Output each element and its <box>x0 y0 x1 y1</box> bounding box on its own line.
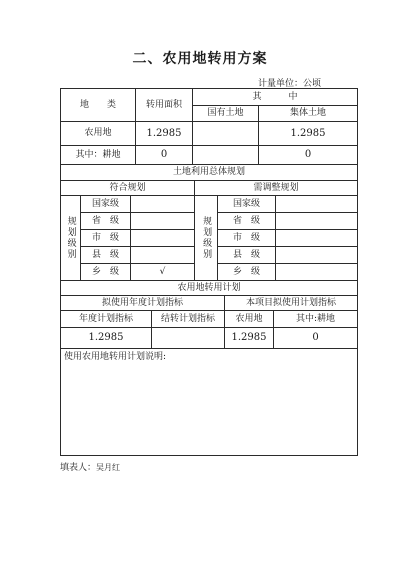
row-cultivated-collective: 0 <box>258 145 358 165</box>
value-annual-quota: 1.2985 <box>60 327 152 349</box>
row-agricultural-area: 1.2985 <box>135 121 193 146</box>
adjust-level-township: 乡 级 <box>217 263 276 281</box>
row-agricultural-collective: 1.2985 <box>258 121 358 146</box>
header-carryover-quota: 结转计划指标 <box>151 310 225 328</box>
conforming-level-label: 规划级别 <box>60 195 81 281</box>
conforming-mark-township: √ <box>130 263 195 281</box>
header-state-owned: 国有土地 <box>192 105 259 122</box>
conforming-mark-national <box>130 195 195 213</box>
adjust-mark-national <box>275 195 358 213</box>
conforming-level-county: 县 级 <box>80 246 131 264</box>
header-collective: 集体土地 <box>258 105 358 122</box>
adjust-level-city: 市 级 <box>217 229 276 247</box>
section-overall-plan: 土地利用总体规划 <box>60 164 358 181</box>
plan-notes-box <box>60 348 358 456</box>
adjust-mark-city <box>275 229 358 247</box>
header-annual-quota: 年度计划指标 <box>60 310 152 328</box>
header-project-cultivated: 其中:耕地 <box>273 310 358 328</box>
measurement-unit: 计量单位：公顷 <box>258 79 322 89</box>
conforming-level-city: 市 级 <box>80 229 131 247</box>
header-project-plan: 本项目拟使用计划指标 <box>224 295 358 311</box>
header-land-type: 地 类 <box>60 88 136 122</box>
header-annual-plan: 拟使用年度计划指标 <box>60 295 225 311</box>
row-agricultural-state <box>192 121 259 146</box>
adjust-level-province: 省 级 <box>217 212 276 230</box>
value-carryover-quota <box>151 327 225 349</box>
header-adjust: 需调整规划 <box>194 180 358 196</box>
row-cultivated-state <box>192 145 259 165</box>
value-project-agricultural: 1.2985 <box>224 327 274 349</box>
adjust-mark-province <box>275 212 358 230</box>
conforming-mark-city <box>130 229 195 247</box>
row-cultivated-area: 0 <box>135 145 193 165</box>
filler-label: 填表人： <box>60 463 97 473</box>
adjust-mark-township <box>275 263 358 281</box>
row-cultivated-label: 其中：耕地 <box>60 145 136 165</box>
header-project-agricultural: 农用地 <box>224 310 274 328</box>
conforming-level-national: 国家级 <box>80 195 131 213</box>
conforming-level-township: 乡 级 <box>80 263 131 281</box>
conforming-mark-county <box>130 246 195 264</box>
section-conversion-plan: 农用地转用计划 <box>60 280 358 296</box>
adjust-level-label: 规划级别 <box>194 195 218 281</box>
adjust-level-national: 国家级 <box>217 195 276 213</box>
header-conforming: 符合规划 <box>60 180 195 196</box>
header-converted-area: 转用面积 <box>135 88 193 122</box>
value-project-cultivated: 0 <box>273 327 358 349</box>
document-title: 二、农用地转用方案 <box>132 51 268 67</box>
adjust-level-county: 县 级 <box>217 246 276 264</box>
plan-notes-label: 使用农用地转用计划说明: <box>64 352 167 362</box>
conforming-mark-province <box>130 212 195 230</box>
header-of-which: 其 中 <box>192 88 358 106</box>
row-agricultural-label: 农用地 <box>60 121 136 146</box>
filler-name: 吴月红 <box>96 463 121 472</box>
form-filler <box>60 460 120 473</box>
adjust-mark-county <box>275 246 358 264</box>
conforming-level-province: 省 级 <box>80 212 131 230</box>
